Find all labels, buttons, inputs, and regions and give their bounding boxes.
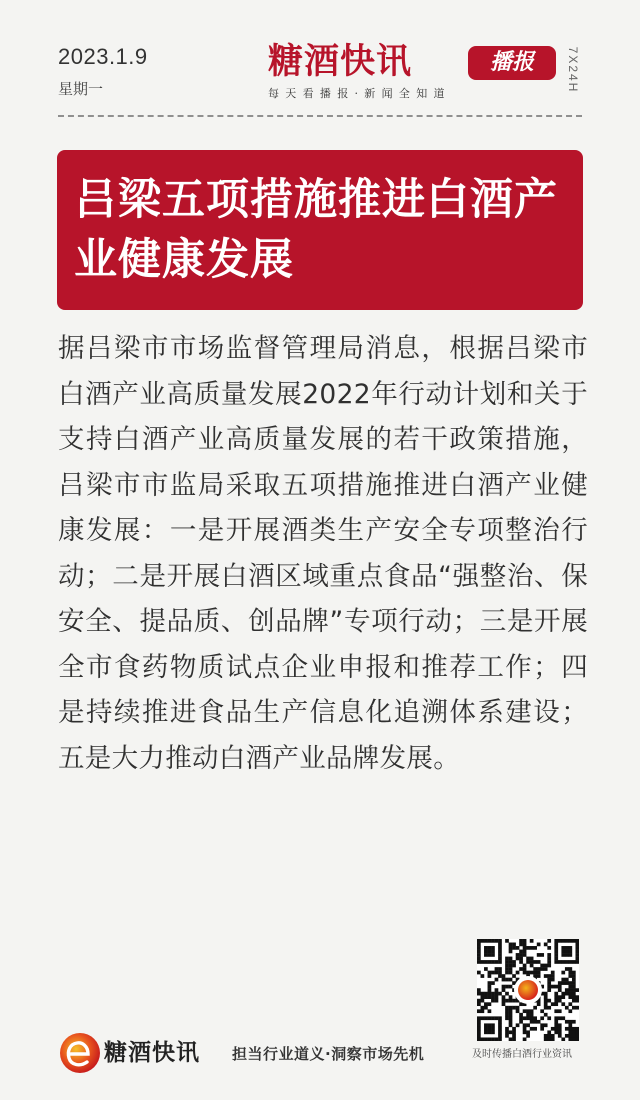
qr-center-logo-icon xyxy=(516,978,540,1002)
brand-masthead xyxy=(268,40,568,100)
header-divider xyxy=(58,115,582,117)
brand-name: 糖酒快讯 xyxy=(268,41,413,82)
always-on-tag-text: 7X24H xyxy=(566,46,580,94)
qr-code xyxy=(477,939,579,1041)
article-body: 据吕梁市市场监督管理局消息，根据吕梁市白酒产业高质量发展2022年行动计划和关于支持白酒产业高质量发展的若干政策措施，吕梁市市监局采取五项措施推进白酒产业健康发展：一是开展酒类生产安全专项整治行动；二是开展白酒区域重点食品“强整治、保安全、提品质、创品牌”专项行动；三是开展全市食药物质试点企业申报和推荐工作；四是持续推进食品生产信息化追溯体系建设；五是大力推动白酒产业品牌发展。 xyxy=(58,333,588,774)
footer-brand-name: 糖酒快讯 xyxy=(104,1039,200,1066)
headline-banner xyxy=(57,150,583,310)
brand-slogan: 每天看播报·新闻全知道 xyxy=(268,87,451,100)
tangjiu-e-logo-icon xyxy=(58,1031,102,1075)
always-on-tag xyxy=(560,40,586,100)
issue-date: 2023.1.9 xyxy=(58,44,148,69)
broadcast-badge: 播报 xyxy=(468,46,556,80)
issue-weekday: 星期一 xyxy=(58,80,104,98)
qr-caption: 及时传播白酒行业资讯 xyxy=(472,1049,572,1060)
article-title: 吕梁五项措施推进白酒产业健康发展 xyxy=(74,175,558,285)
footer-slogan: 担当行业道义·洞察市场先机 xyxy=(232,1045,425,1063)
